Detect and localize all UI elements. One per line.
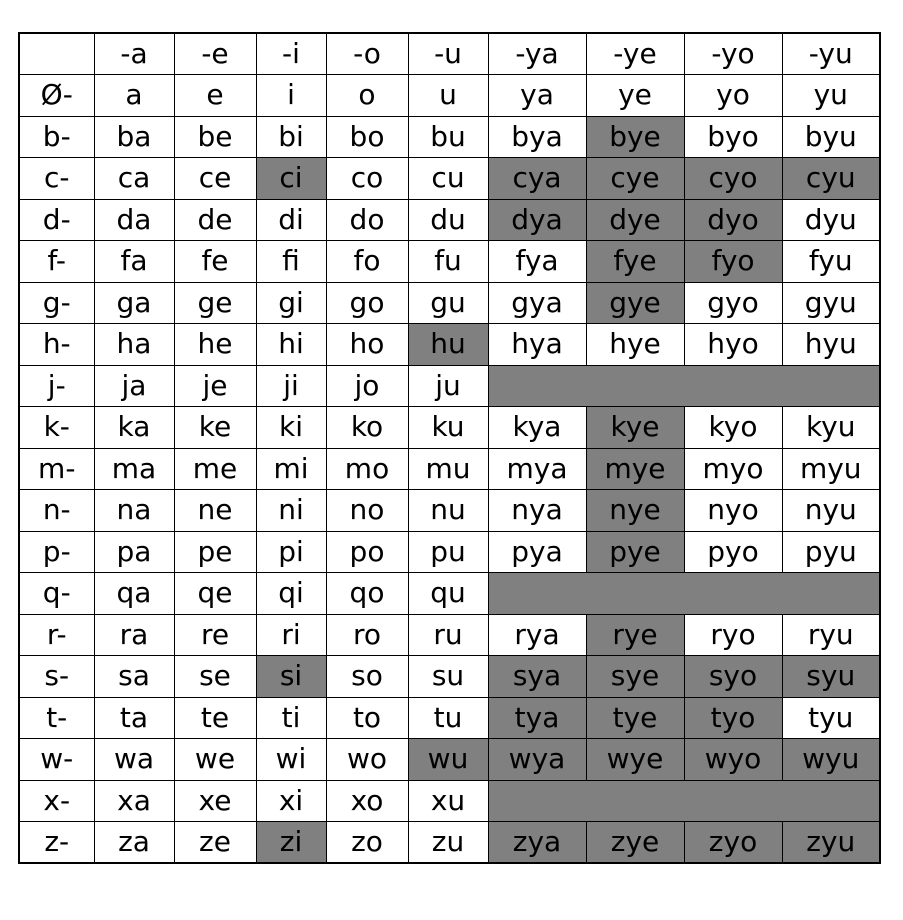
row-header: n- [19, 490, 94, 532]
syllable-cell: ka [94, 407, 174, 449]
syllable-cell: ha [94, 324, 174, 366]
syllable-cell: wyo [684, 739, 782, 781]
table-row [19, 199, 880, 241]
syllable-cell: dyo [684, 199, 782, 241]
column-header: -yo [684, 33, 782, 75]
shaded-empty-cell [488, 780, 880, 822]
syllable-cell: wo [326, 739, 408, 781]
syllable-cell: mya [488, 448, 586, 490]
syllable-cell: u [408, 75, 488, 117]
syllable-cell: syu [782, 656, 880, 698]
row-header: h- [19, 324, 94, 366]
syllable-cell: sya [488, 656, 586, 698]
syllable-cell: fe [174, 241, 256, 283]
syllable-cell: ke [174, 407, 256, 449]
syllable-cell: dya [488, 199, 586, 241]
syllable-cell: tya [488, 697, 586, 739]
syllable-cell: nyo [684, 490, 782, 532]
syllable-cell: i [256, 75, 326, 117]
syllable-cell: gi [256, 282, 326, 324]
syllable-cell: ci [256, 158, 326, 200]
syllable-cell: syo [684, 656, 782, 698]
syllable-cell: ba [94, 116, 174, 158]
row-header: t- [19, 697, 94, 739]
syllable-cell: wi [256, 739, 326, 781]
column-header: -ya [488, 33, 586, 75]
syllable-cell: zo [326, 822, 408, 864]
syllable-cell: to [326, 697, 408, 739]
syllable-cell: sye [586, 656, 684, 698]
syllable-cell: ti [256, 697, 326, 739]
shaded-empty-cell [488, 573, 880, 615]
syllable-cell: rye [586, 614, 684, 656]
table-row [19, 780, 880, 822]
syllable-cell: gu [408, 282, 488, 324]
table-row [19, 697, 880, 739]
syllable-cell: do [326, 199, 408, 241]
table-row [19, 241, 880, 283]
table-row [19, 158, 880, 200]
table-row [19, 531, 880, 573]
table-header [19, 33, 880, 75]
syllable-cell: rya [488, 614, 586, 656]
syllable-cell: qe [174, 573, 256, 615]
syllable-cell: dye [586, 199, 684, 241]
syllable-cell: fu [408, 241, 488, 283]
row-header: w- [19, 739, 94, 781]
syllable-cell: ni [256, 490, 326, 532]
shaded-empty-cell [488, 365, 880, 407]
syllable-cell: za [94, 822, 174, 864]
syllable-cell: no [326, 490, 408, 532]
syllable-cell: xo [326, 780, 408, 822]
syllable-cell: qu [408, 573, 488, 615]
syllable-cell: dyu [782, 199, 880, 241]
syllable-cell: myu [782, 448, 880, 490]
syllable-cell: jo [326, 365, 408, 407]
syllable-cell: zu [408, 822, 488, 864]
syllable-cell: he [174, 324, 256, 366]
column-header: -e [174, 33, 256, 75]
syllable-cell: xa [94, 780, 174, 822]
column-header: -i [256, 33, 326, 75]
syllable-cell: ki [256, 407, 326, 449]
table-row [19, 490, 880, 532]
syllable-cell: ho [326, 324, 408, 366]
syllable-cell: ryo [684, 614, 782, 656]
syllable-cell: du [408, 199, 488, 241]
syllable-cell: ra [94, 614, 174, 656]
row-header: p- [19, 531, 94, 573]
syllable-cell: me [174, 448, 256, 490]
syllable-cell: e [174, 75, 256, 117]
row-header: d- [19, 199, 94, 241]
syllable-cell: gya [488, 282, 586, 324]
syllable-cell: hi [256, 324, 326, 366]
table-row [19, 116, 880, 158]
syllable-cell: fyu [782, 241, 880, 283]
syllable-cell: ge [174, 282, 256, 324]
syllable-cell: bo [326, 116, 408, 158]
syllable-cell: o [326, 75, 408, 117]
syllable-cell: te [174, 697, 256, 739]
syllable-cell: zi [256, 822, 326, 864]
syllable-cell: su [408, 656, 488, 698]
syllable-cell: fya [488, 241, 586, 283]
syllable-cell: nya [488, 490, 586, 532]
table-row [19, 614, 880, 656]
syllable-cell: ma [94, 448, 174, 490]
syllable-cell: kyo [684, 407, 782, 449]
row-header: k- [19, 407, 94, 449]
syllable-cell: ro [326, 614, 408, 656]
header-row [19, 33, 880, 75]
column-header: -a [94, 33, 174, 75]
syllable-cell: fyo [684, 241, 782, 283]
syllable-cell: fa [94, 241, 174, 283]
syllable-cell: kye [586, 407, 684, 449]
syllable-cell: bya [488, 116, 586, 158]
syllable-cell: gye [586, 282, 684, 324]
syllable-cell: tye [586, 697, 684, 739]
row-header: q- [19, 573, 94, 615]
syllable-table [18, 32, 881, 864]
syllable-cell: ya [488, 75, 586, 117]
syllable-cell: pyo [684, 531, 782, 573]
table-row [19, 448, 880, 490]
syllable-cell: xi [256, 780, 326, 822]
syllable-cell: bu [408, 116, 488, 158]
syllable-cell: ryu [782, 614, 880, 656]
syllable-cell: nye [586, 490, 684, 532]
syllable-cell: ze [174, 822, 256, 864]
syllable-cell: zya [488, 822, 586, 864]
syllable-cell: ne [174, 490, 256, 532]
table-row [19, 324, 880, 366]
syllable-cell: po [326, 531, 408, 573]
syllable-cell: sa [94, 656, 174, 698]
row-header: g- [19, 282, 94, 324]
syllable-cell: hu [408, 324, 488, 366]
syllable-cell: wye [586, 739, 684, 781]
syllable-cell: ja [94, 365, 174, 407]
column-header: -ye [586, 33, 684, 75]
syllable-cell: di [256, 199, 326, 241]
syllable-cell: go [326, 282, 408, 324]
syllable-cell: cu [408, 158, 488, 200]
row-header: j- [19, 365, 94, 407]
syllable-cell: kyu [782, 407, 880, 449]
syllable-cell: pya [488, 531, 586, 573]
syllable-cell: gyu [782, 282, 880, 324]
syllable-cell: wu [408, 739, 488, 781]
syllable-cell: re [174, 614, 256, 656]
syllable-cell: pe [174, 531, 256, 573]
syllable-cell: we [174, 739, 256, 781]
syllable-cell: da [94, 199, 174, 241]
syllable-cell: ji [256, 365, 326, 407]
syllable-cell: qo [326, 573, 408, 615]
syllable-cell: hyo [684, 324, 782, 366]
table-row [19, 365, 880, 407]
syllable-cell: co [326, 158, 408, 200]
syllable-cell: tyo [684, 697, 782, 739]
table-row [19, 282, 880, 324]
row-header: f- [19, 241, 94, 283]
syllable-cell: be [174, 116, 256, 158]
syllable-cell: nyu [782, 490, 880, 532]
table-row [19, 739, 880, 781]
syllable-cell: se [174, 656, 256, 698]
syllable-cell: so [326, 656, 408, 698]
column-header: -u [408, 33, 488, 75]
syllable-cell: cyo [684, 158, 782, 200]
syllable-cell: ri [256, 614, 326, 656]
syllable-cell: pyu [782, 531, 880, 573]
syllable-cell: mu [408, 448, 488, 490]
syllable-cell: xu [408, 780, 488, 822]
row-header: x- [19, 780, 94, 822]
syllable-cell: zyu [782, 822, 880, 864]
syllable-cell: ga [94, 282, 174, 324]
row-header: b- [19, 116, 94, 158]
syllable-cell: wya [488, 739, 586, 781]
syllable-cell: kya [488, 407, 586, 449]
syllable-cell: cya [488, 158, 586, 200]
syllable-cell: wa [94, 739, 174, 781]
syllable-cell: ta [94, 697, 174, 739]
syllable-cell: si [256, 656, 326, 698]
syllable-cell: ku [408, 407, 488, 449]
syllable-cell: byo [684, 116, 782, 158]
table-row [19, 822, 880, 864]
syllable-cell: zye [586, 822, 684, 864]
syllable-cell: tyu [782, 697, 880, 739]
row-header: z- [19, 822, 94, 864]
syllable-cell: na [94, 490, 174, 532]
syllable-cell: yo [684, 75, 782, 117]
syllable-cell: ca [94, 158, 174, 200]
syllable-cell: mo [326, 448, 408, 490]
syllable-cell: je [174, 365, 256, 407]
syllable-cell: yu [782, 75, 880, 117]
syllable-cell: tu [408, 697, 488, 739]
syllable-cell: fi [256, 241, 326, 283]
syllable-cell: bye [586, 116, 684, 158]
syllable-cell: bi [256, 116, 326, 158]
row-header: s- [19, 656, 94, 698]
syllable-cell: mye [586, 448, 684, 490]
syllable-cell: mi [256, 448, 326, 490]
syllable-cell: hya [488, 324, 586, 366]
syllable-cell: pye [586, 531, 684, 573]
row-header: r- [19, 614, 94, 656]
syllable-cell: qa [94, 573, 174, 615]
syllable-cell: ju [408, 365, 488, 407]
table-row [19, 656, 880, 698]
column-header: -o [326, 33, 408, 75]
syllable-cell: qi [256, 573, 326, 615]
column-header: -yu [782, 33, 880, 75]
syllable-cell: pu [408, 531, 488, 573]
syllable-cell: fye [586, 241, 684, 283]
table-row [19, 573, 880, 615]
row-header: c- [19, 158, 94, 200]
syllable-cell: pi [256, 531, 326, 573]
syllable-cell: hyu [782, 324, 880, 366]
syllable-cell: xe [174, 780, 256, 822]
syllable-cell: fo [326, 241, 408, 283]
syllable-cell: cye [586, 158, 684, 200]
syllable-cell: a [94, 75, 174, 117]
syllable-cell: gyo [684, 282, 782, 324]
syllable-cell: byu [782, 116, 880, 158]
syllable-cell: nu [408, 490, 488, 532]
row-header: m- [19, 448, 94, 490]
syllable-cell: hye [586, 324, 684, 366]
syllable-cell: ru [408, 614, 488, 656]
syllable-cell: ko [326, 407, 408, 449]
table-body [19, 75, 880, 864]
syllable-cell: ce [174, 158, 256, 200]
syllable-cell: de [174, 199, 256, 241]
syllable-cell: zyo [684, 822, 782, 864]
corner-cell [19, 33, 94, 75]
table-row [19, 407, 880, 449]
syllable-cell: myo [684, 448, 782, 490]
syllable-cell: ye [586, 75, 684, 117]
row-header: Ø- [19, 75, 94, 117]
table-row [19, 75, 880, 117]
syllable-cell: pa [94, 531, 174, 573]
syllable-cell: wyu [782, 739, 880, 781]
syllable-cell: cyu [782, 158, 880, 200]
